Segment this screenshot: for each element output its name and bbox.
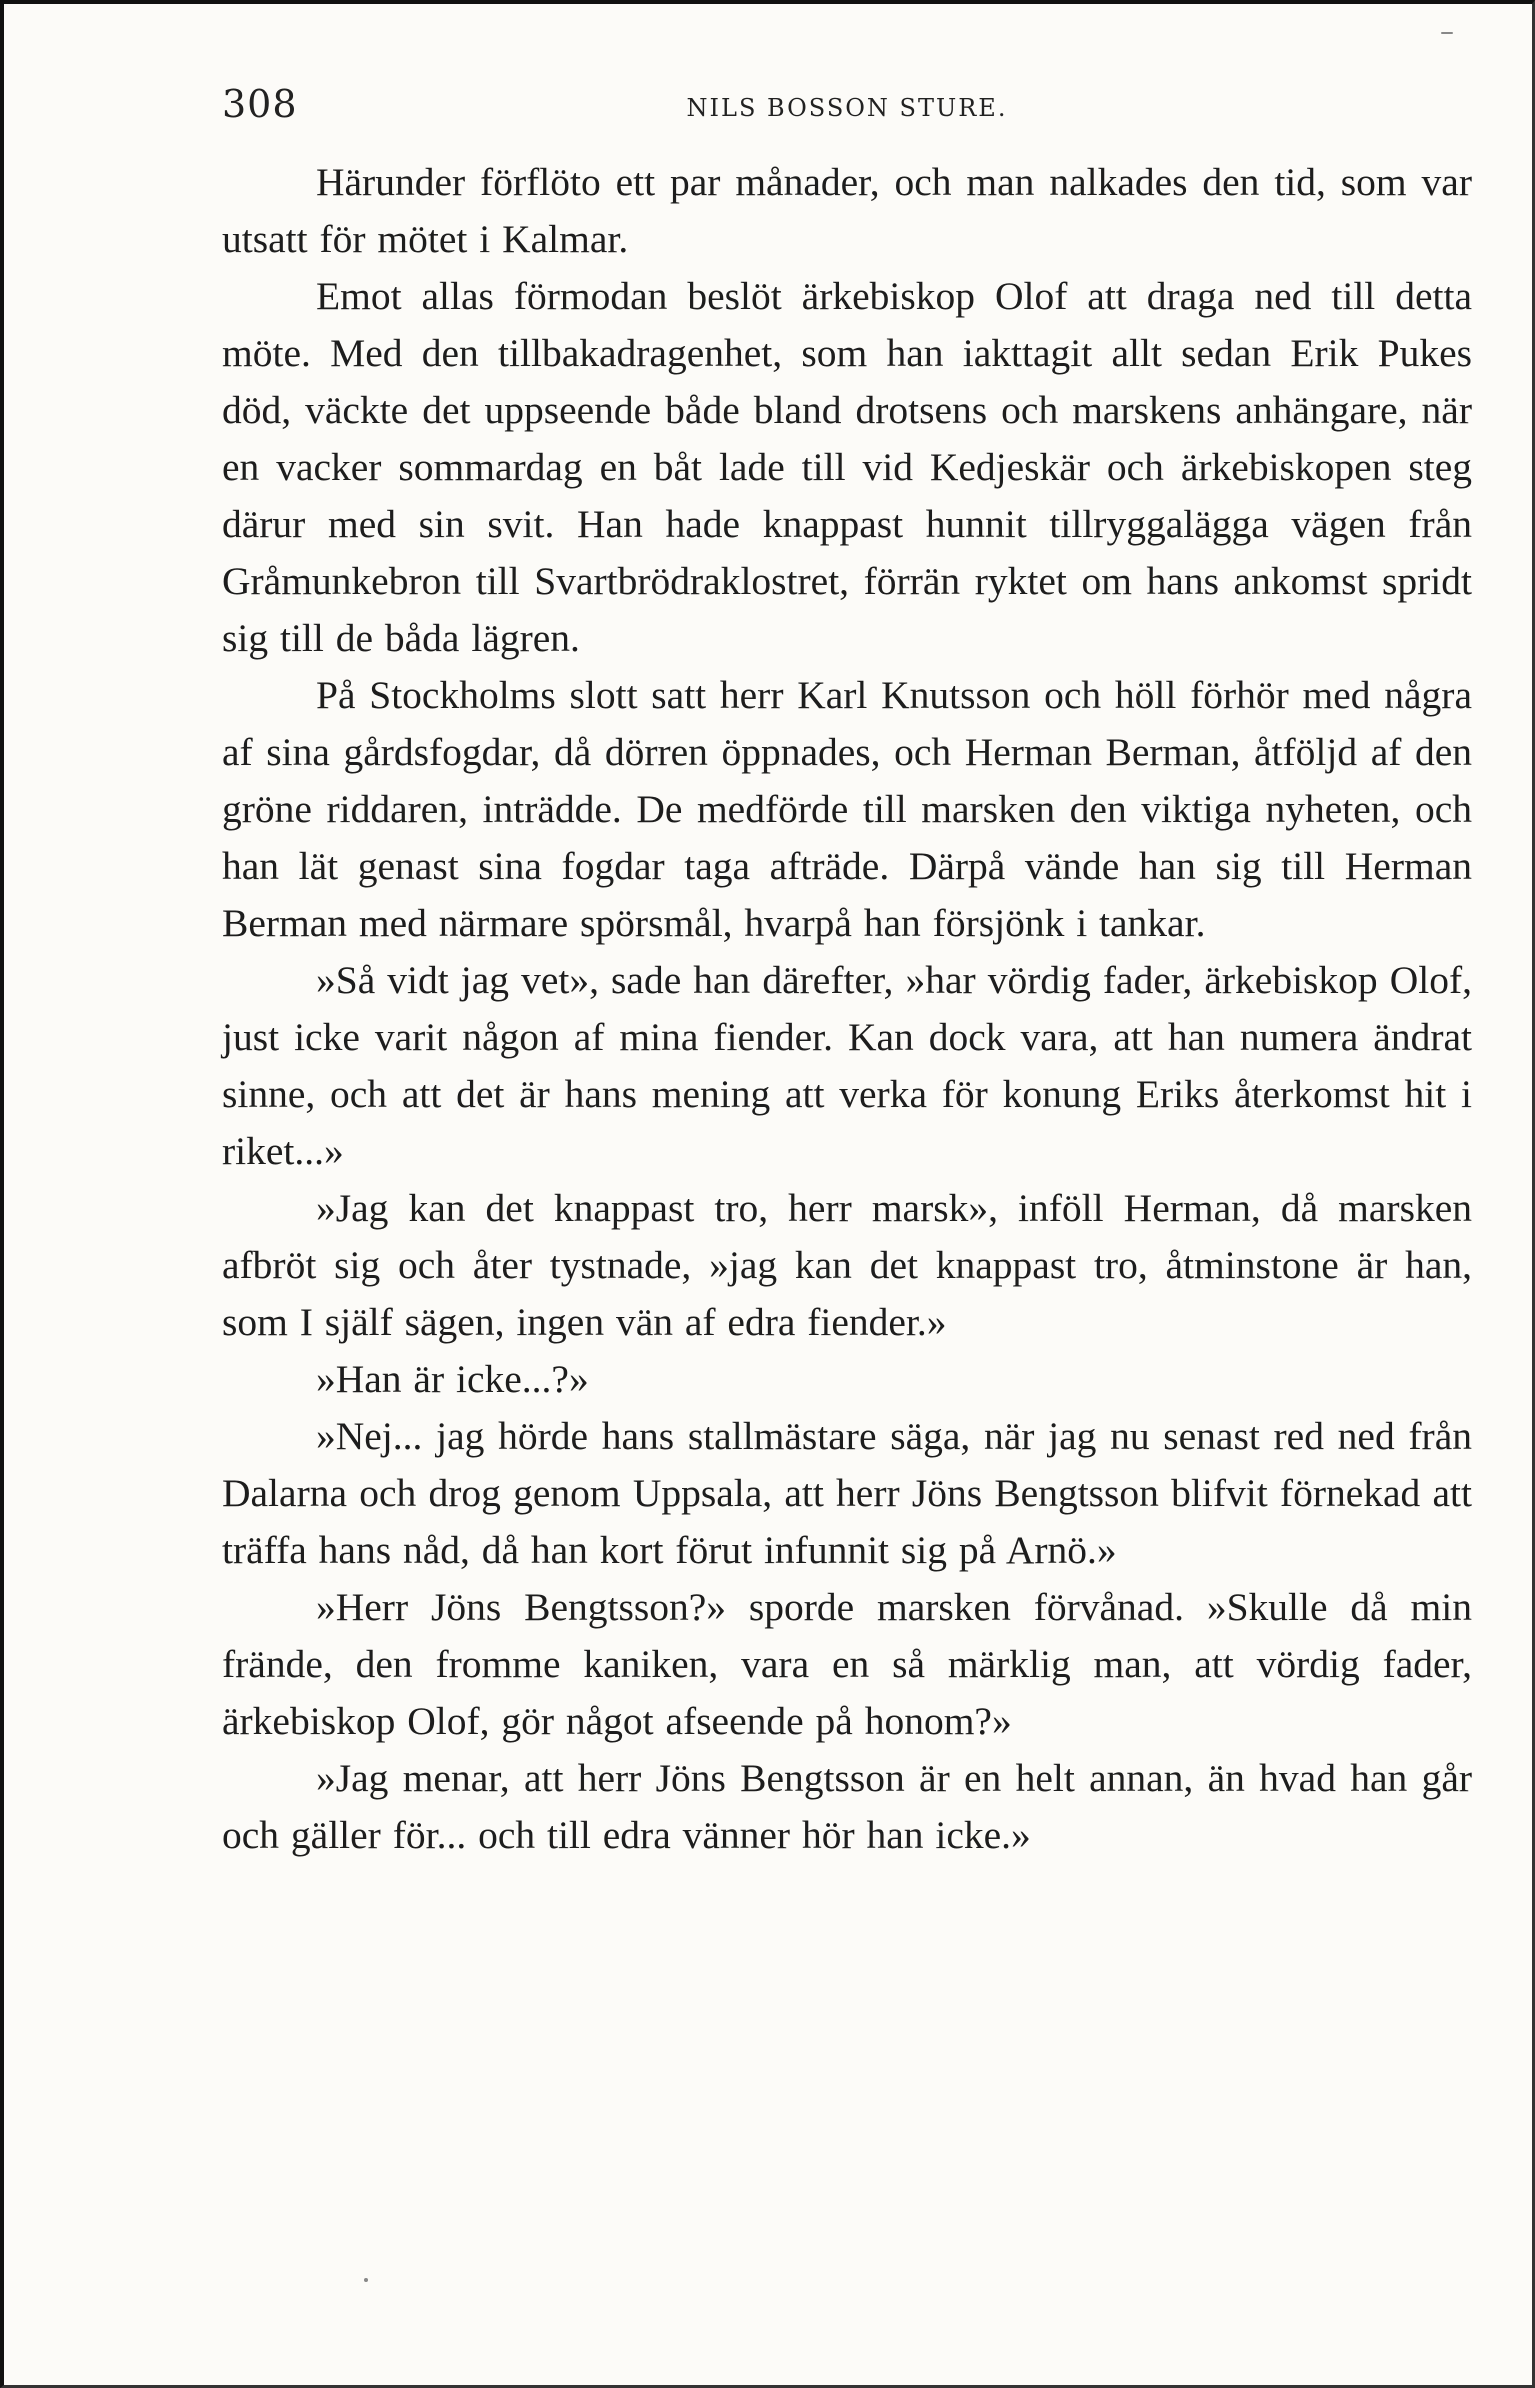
body-text xyxy=(222,154,1472,1864)
paragraph: På Stockholms slott satt herr Karl Knutsson och höll förhör med några af sina gårdsfogdar, då dörren öppnades, och Herman Berman, åtföljd af den gröne riddaren, inträdde. De medförde till marsken den viktiga nyheten, och han lät genast sina fogdar taga afträde. Därpå vände han sig till Herman Berman med närmare spörsmål, hvarpå han försjönk i tankar. xyxy=(222,673,1472,945)
paragraph: Härunder förflöto ett par månader, och man nalkades den tid, som var utsatt för mötet i Kalmar. xyxy=(222,160,1472,261)
paper-speck xyxy=(364,2278,368,2282)
paragraph: »Jag kan det knappast tro, herr marsk», inföll Herman, då marsken afbröt sig och åter tystnade, »jag kan det knappast tro, åtminstone är han, som I själf sägen, ingen vän af edra fiender.» xyxy=(222,1186,1472,1344)
paragraph: Emot allas förmodan beslöt ärkebiskop Olof att draga ned till detta möte. Med den tillbakadragenhet, som han iakttagit allt sedan Erik Pukes död, väckte det uppseende både bland drotsens och marskens anhängare, när en vacker sommardag en båt lade till vid Kedjeskär och ärkebiskopen steg därur med sin svit. Han hade knappast hunnit tillryggalägga vägen från Gråmunkebron till Svartbrödraklostret, förrän ryktet om hans ankomst spridt sig till de båda lägren. xyxy=(222,274,1472,660)
paragraph: »Han är icke...?» xyxy=(316,1357,589,1401)
paragraph: »Jag menar, att herr Jöns Bengtsson är en helt annan, än hvad han går och gäller för... och till edra vänner hör han icke.» xyxy=(222,1756,1472,1857)
page-header xyxy=(222,82,1472,132)
paragraph: »Herr Jöns Bengtsson?» sporde marsken förvånad. »Skulle då min frände, den fromme kaniken, vara en så märklig man, att vördig fader, ärkebiskop Olof, gör något afseende på honom?» xyxy=(222,1585,1472,1743)
paragraph: »Nej... jag hörde hans stallmästare säga, när jag nu senast red ned från Dalarna och drog genom Uppsala, att herr Jöns Bengtsson blifvit förnekad att träffa hans nåd, då han kort förut infunnit sig på Arnö.» xyxy=(222,1414,1472,1572)
running-head: NILS BOSSON STURE. xyxy=(686,94,1008,122)
paragraph: »Så vidt jag vet», sade han därefter, »har vördig fader, ärkebiskop Olof, just icke varit någon af mina fiender. Kan dock vara, att han numera ändrat sinne, och att det är hans mening att verka för konung Eriks återkomst hit i riket...» xyxy=(222,958,1472,1173)
page-number: 308 xyxy=(222,82,298,126)
paper-speck xyxy=(1441,32,1453,34)
